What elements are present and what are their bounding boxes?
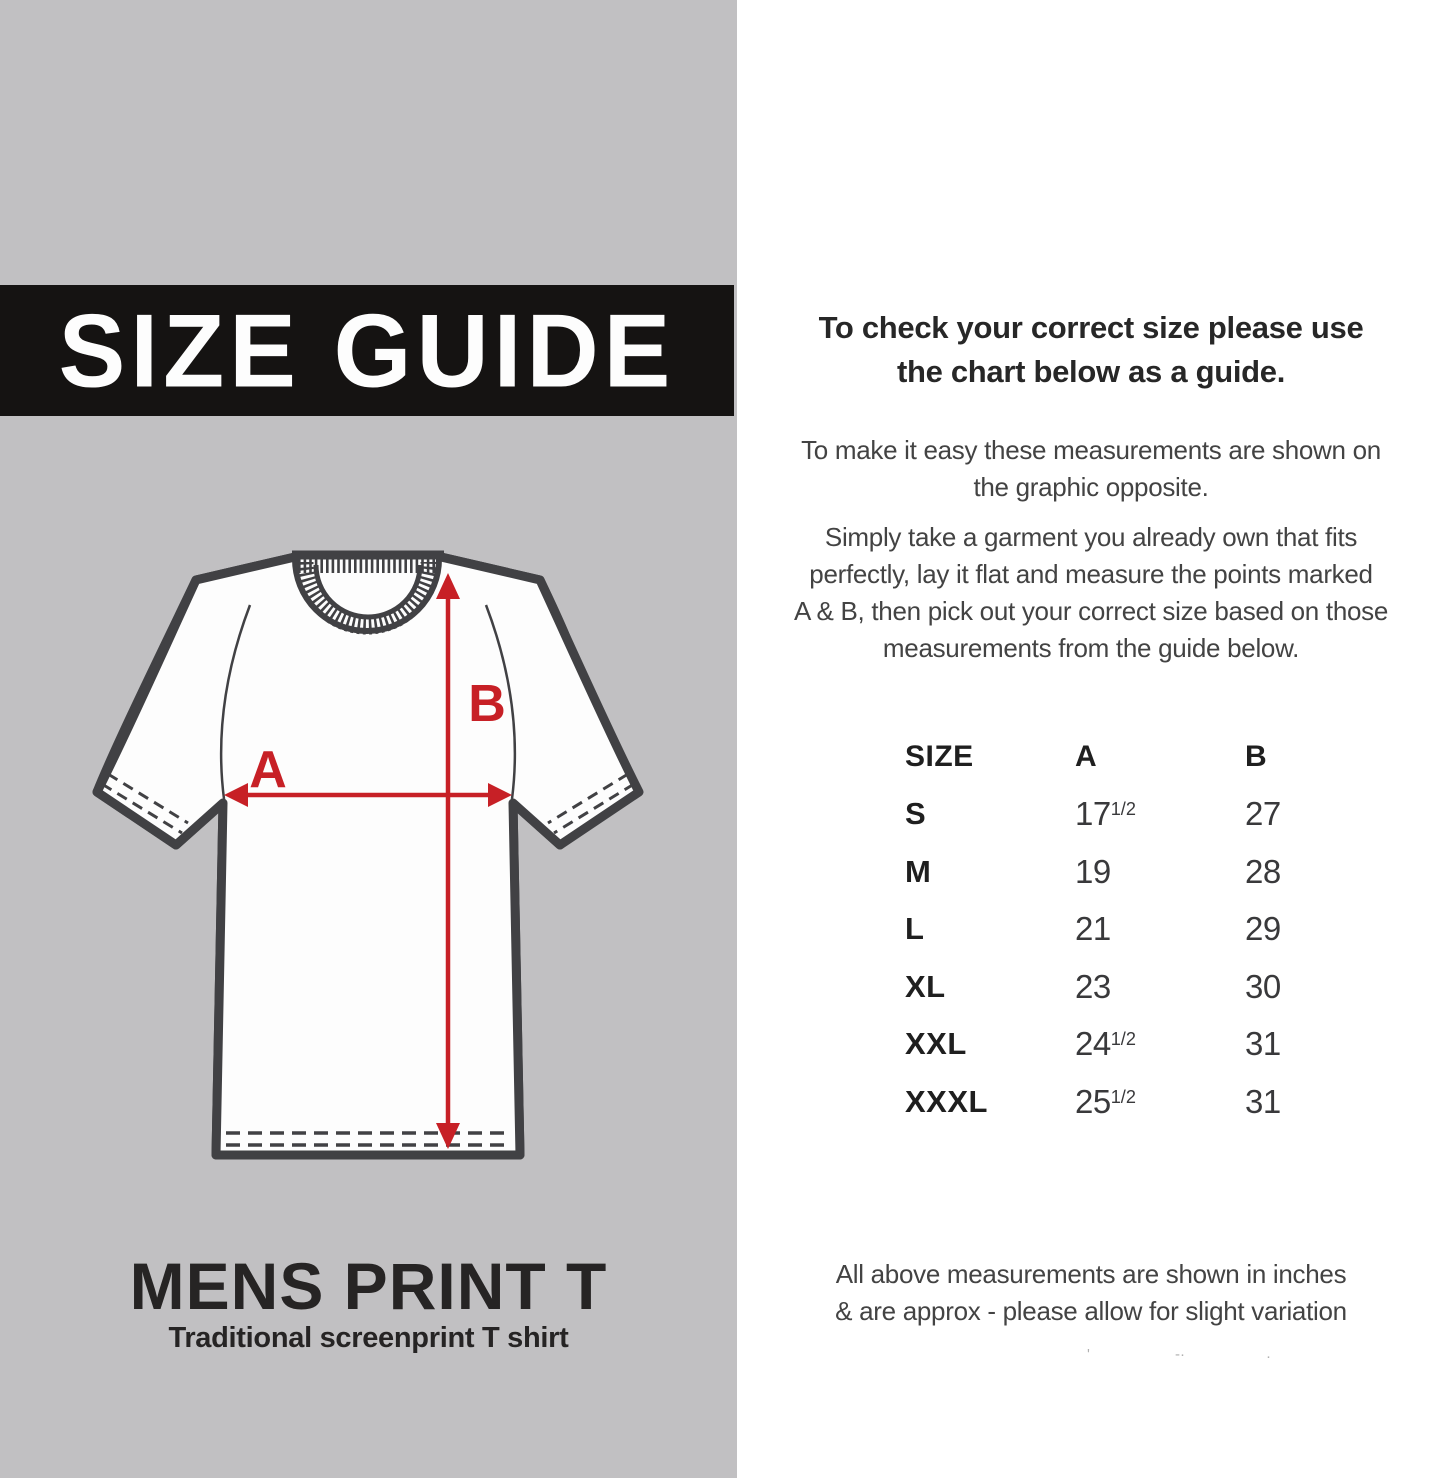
value-a-cell: 19 bbox=[1075, 852, 1111, 890]
cropped-text-artifact: ' bbox=[1087, 1346, 1090, 1363]
measurement-label-b: B bbox=[468, 675, 506, 733]
instructions-line: A & B, then pick out your correct size based on those bbox=[794, 596, 1388, 626]
value-a-cell: $24^{1/2}$ bbox=[1075, 1025, 1136, 1063]
cropped-text-artifact: -· bbox=[1175, 1346, 1185, 1363]
product-subtitle: Traditional screenprint T shirt bbox=[168, 1322, 569, 1354]
value-b-cell: 28 bbox=[1245, 852, 1281, 890]
heading-line: To check your correct size please use bbox=[818, 310, 1364, 345]
fraction: 1/2 bbox=[1110, 799, 1136, 820]
intro-line: the graphic opposite. bbox=[973, 472, 1209, 502]
fraction: 1/2 bbox=[1110, 1086, 1136, 1107]
heading-line: the chart below as a guide. bbox=[896, 354, 1286, 389]
instructions-paragraph bbox=[746, 519, 1436, 667]
value-b-cell: 31 bbox=[1245, 1082, 1281, 1120]
intro-paragraph bbox=[746, 432, 1436, 506]
size-cell: XXL bbox=[905, 1026, 967, 1062]
value-b-cell: 31 bbox=[1245, 1025, 1281, 1063]
tshirt-diagram bbox=[40, 515, 700, 1195]
product-name: MENS PRINT T bbox=[129, 1249, 608, 1323]
value-a-cell: $25^{1/2}$ bbox=[1075, 1082, 1136, 1120]
note-line: & are approx - please allow for slight variation bbox=[835, 1296, 1347, 1326]
size-guide-band bbox=[0, 285, 734, 416]
instructions-line: measurements from the guide below. bbox=[882, 633, 1300, 663]
value-b-cell: 27 bbox=[1245, 795, 1281, 833]
value-b-cell: 30 bbox=[1245, 967, 1281, 1005]
value-a-cell: $17^{1/2}$ bbox=[1075, 795, 1136, 833]
value-a-cell: 23 bbox=[1075, 967, 1111, 1005]
size-cell: L bbox=[905, 911, 925, 947]
size-cell: XXXL bbox=[905, 1083, 988, 1119]
value-b-cell: 29 bbox=[1245, 910, 1281, 948]
size-cell: S bbox=[905, 796, 927, 832]
instructions-line: perfectly, lay it flat and measure the points marked bbox=[809, 559, 1373, 589]
table-header-b: B bbox=[1245, 739, 1268, 773]
tshirt-body bbox=[97, 557, 639, 1155]
fraction: 1/2 bbox=[1110, 1029, 1136, 1050]
right-panel bbox=[738, 0, 1445, 1478]
value-a-cell: 21 bbox=[1075, 910, 1111, 948]
measurement-note bbox=[746, 1256, 1436, 1330]
size-cell: M bbox=[905, 853, 932, 889]
heading bbox=[746, 306, 1436, 394]
size-table bbox=[905, 728, 1375, 1131]
table-header-size: SIZE bbox=[905, 739, 974, 773]
instructions-line: Simply take a garment you already own that fits bbox=[824, 522, 1358, 552]
size-guide-title: SIZE GUIDE bbox=[58, 292, 676, 409]
measurement-label-a: A bbox=[249, 741, 287, 799]
cropped-text-artifact: · bbox=[1266, 1348, 1271, 1365]
table-header-a: A bbox=[1075, 739, 1098, 773]
size-cell: XL bbox=[905, 968, 946, 1004]
note-line: All above measurements are shown in inches bbox=[835, 1259, 1347, 1289]
intro-line: To make it easy these measurements are shown on bbox=[801, 435, 1381, 465]
